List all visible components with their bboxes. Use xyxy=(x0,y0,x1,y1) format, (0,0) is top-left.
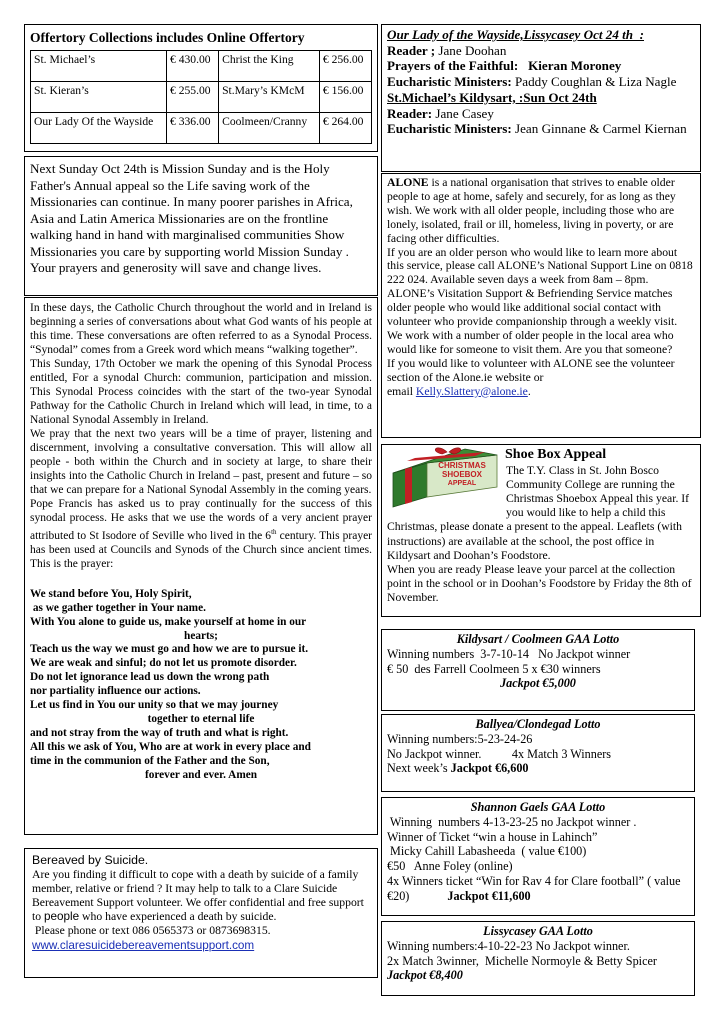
shannon-gaels-lotto-box xyxy=(381,797,695,916)
lotto-line: Winner of Ticket “win a house in Lahinch” xyxy=(387,829,598,844)
church-name: Coolmeen/Cranny xyxy=(219,113,320,144)
prayer-line: and not stray from the way of truth and what is right. xyxy=(30,726,289,739)
alone-email-link[interactable]: Kelly.Slattery@alone.ie xyxy=(415,384,528,398)
amount: € 256.00 xyxy=(319,51,371,82)
prayer-line: All this we ask of You, Who are at work in every place and xyxy=(30,740,311,753)
lotto-title: Lissycasey GAA Lotto xyxy=(483,924,593,938)
alone-box xyxy=(381,173,701,438)
prayer-line: Let us find in You our unity so that we may journey xyxy=(30,699,279,712)
prayer-line: With You alone to guide us, make yourself at home in our xyxy=(30,615,307,628)
shoebox-appeal-box xyxy=(381,444,701,617)
bereaved-phone: Please phone or text 086 0565373 or 0873698315. xyxy=(32,924,271,938)
synodal-paragraph-1: In these days, the Catholic Church throughout the world and in Ireland is beginning a series of conversations about what God wants of his people at this time. These conversations are often referred to as a Synodal Process. “Synodal” comes from a Greek word which means “walking together”. xyxy=(30,302,372,356)
prayer-line: nor partiality influence our actions. xyxy=(30,685,201,698)
shoebox-title: Shoe Box Appeal xyxy=(505,447,607,462)
wayside-prayers: Prayers of the Faithful: Kieran Moroney xyxy=(387,58,622,74)
mission-sunday-box xyxy=(24,156,378,296)
kildysart-ministers: Eucharistic Ministers: Jean Ginnane & Carmel Kiernan xyxy=(387,121,687,137)
ministry-rota-box xyxy=(381,24,701,172)
lotto-title: Kildysart / Coolmeen GAA Lotto xyxy=(456,632,620,646)
lotto-line: Winning numbers:5-23-24-26 xyxy=(387,731,533,746)
table-row xyxy=(31,113,372,144)
synodal-paragraph-2: This Sunday, 17th October we mark the opening of this Synodal Process entitled, For a synodal Church: communion, participation and mission. This Synodal Process coincides with the start of the two-year Synodal Pathway for the Catholic Church in Ireland which will lead, in time, to a National Synodal Assembly in Ireland. xyxy=(30,358,372,426)
lotto-line: No Jackpot winner. 4x Match 3 Winners xyxy=(387,746,612,761)
bereavement-website-link[interactable]: www.claresuicidebereavementsupport.com xyxy=(32,938,255,952)
wayside-header: Our Lady of the Wayside,Lissycasey Oct 24 th : xyxy=(387,27,644,42)
lissycasey-lotto-box xyxy=(381,921,695,996)
kildysart-lotto-box xyxy=(381,629,695,711)
church-name: St. Kieran’s xyxy=(31,82,167,113)
prayer-line: Teach us the way we must go and how we are to pursue it. xyxy=(30,643,309,656)
lotto-line: Winning numbers 4-13-23-25 no Jackpot winner . xyxy=(387,814,637,829)
prayer-line: as we gather together in Your name. xyxy=(30,601,206,614)
mission-text: Next Sunday Oct 24th is Mission Sunday and is the Holy Father's Annual appeal so the Life saving work of the Missionaries can continue. In many poorer parishes in Africa, Asia and Latin America Missionaries are on the frontline walking hand in hand with marginalised communities Show Missionaries you care by supporting world Mission Sunday . Your prayers and generosity will save and change lives. xyxy=(30,161,353,275)
church-name: St.Mary’s KMcM xyxy=(219,82,320,113)
synodal-paragraph-3: We pray that the next two years will be a time of prayer, listening and discernment, involving a consultative conversation. This will allow all people - both within the Church and in society at large, to share their insights into the Catholic Church in Ireland – past, present and future – so that we can prepare for a National Synodal Assembly in the coming years. xyxy=(30,428,372,496)
lotto-line: € 50 des Farrell Coolmeen 5 x €30 winners xyxy=(387,661,601,676)
prayer-line: forever and ever. Amen xyxy=(144,768,258,781)
jackpot: Jackpot €11,600 xyxy=(447,888,531,903)
offertory-table xyxy=(30,50,372,144)
wayside-reader: Reader ; Jane Doohan xyxy=(387,42,507,58)
lotto-line: Winning numbers:4-10-22-23 No Jackpot winner. xyxy=(387,938,630,953)
kildysart-header: St.Michael’s Kildysart, :Sun Oct 24th xyxy=(387,89,597,105)
alone-email-line: email Kelly.Slattery@alone.ie. xyxy=(387,384,531,398)
lotto-line: 4x Winners ticket “Win for Rav 4 for Clare football” ( value €20) Jackpot €11,600 xyxy=(387,873,681,903)
lotto-line: Winning numbers 3-7-10-14 No Jackpot winner xyxy=(387,646,631,661)
prayer-line: hearts; xyxy=(184,629,218,642)
alone-paragraph-3: ALONE’s Visitation Support & Befriending Service matches older people who would like additional social contact with volunteer who provide companionship through a weekly visit. We work with a number of older people in the local area who would like for someone to visit them. Are you that someone? xyxy=(387,287,678,356)
table-row xyxy=(31,51,372,82)
synodal-paragraph-4: Pope Francis has asked us to pray continually for the success of this synodal process. He asks that we use the words of a very ancient prayer attributed to St Isodore of Seville who lived in the 6th century. This prayer has been used at Councils and Synods of the Church since ancient times. This is the prayer: xyxy=(30,498,373,570)
jackpot: Jackpot €8,400 xyxy=(387,968,463,983)
lotto-line: Micky Cahill Labasheeda ( value €100) xyxy=(387,844,587,859)
prayer-line: time in the communion of the Father and the Son, xyxy=(30,754,270,767)
label-text: APPEAL xyxy=(447,480,477,488)
table-row xyxy=(31,82,372,113)
prayer-line: We are weak and sinful; do not let us promote disorder. xyxy=(30,657,297,670)
church-name: St. Michael’s xyxy=(31,51,167,82)
lotto-line: €50 Anne Foley (online) xyxy=(387,859,513,874)
shoebox-text: The T.Y. Class in St. John Bosco Community College are running the Christmas Shoebox Appeal this year. If you would like to help a child this Christmas, please donate a present to the appeal. Leaflets (with instructions) are available at the school, the post office in Kildysart and Doohan’s Foodstore. xyxy=(387,464,690,562)
bereaved-title: Bereaved by Suicide. xyxy=(32,853,149,867)
jackpot: Jackpot €6,600 xyxy=(450,761,529,776)
lotto-line: Next week’s Jackpot €6,600 xyxy=(387,761,529,776)
offertory-title: Offertory Collections includes Online Offertory xyxy=(30,30,305,45)
amount: € 264.00 xyxy=(319,113,371,144)
ballyea-lotto-box xyxy=(381,714,695,792)
prayer-line: Do not let ignorance lead us down the wrong path xyxy=(30,671,270,684)
label-text: SHOEBOX xyxy=(441,470,483,480)
offertory-box xyxy=(24,24,378,152)
amount: € 156.00 xyxy=(319,82,371,113)
alone-paragraph-2: If you are an older person who would like to learn more about this service, please call ALONE’s National Support Line on 0818 222 024. Available seven days a week from 8am – 8pm. xyxy=(387,245,693,287)
church-name: Christ the King xyxy=(219,51,320,82)
synodal-process-box xyxy=(24,297,378,835)
amount: € 430.00 xyxy=(167,51,219,82)
kildysart-reader: Reader: Jane Casey xyxy=(387,105,494,121)
christmas-gift-box-icon xyxy=(387,447,502,511)
prayer-line: together to eternal life xyxy=(147,712,255,725)
amount: € 336.00 xyxy=(167,113,219,144)
alone-paragraph-1: ALONE is a national organisation that strives to enable older people to age at home, safely and securely, for as long as they wish. We work with all older people, including those who are lonely, isolated, frail or ill, homeless, living in poverty, or are facing other difficulties. xyxy=(387,176,676,245)
jackpot: Jackpot €5,000 xyxy=(500,676,576,691)
church-name: Our Lady Of the Wayside xyxy=(31,113,167,144)
shoebox-text-2: When you are ready Please leave your parcel at the collection point in the school or in Doohan’s Foodstore by Friday the 8th of November. xyxy=(387,562,692,604)
wayside-ministers: Eucharistic Ministers: Paddy Coughlan & Liza Nagle xyxy=(387,74,677,90)
prayer-line: We stand before You, Holy Spirit, xyxy=(30,587,192,600)
label-text: CHRISTMAS xyxy=(438,461,486,471)
lotto-title: Shannon Gaels GAA Lotto xyxy=(470,800,606,814)
lotto-title: Ballyea/Clondegad Lotto xyxy=(475,717,601,731)
bereaved-text: Are you finding it difficult to cope with a death by suicide of a family member, relative or friend ? It may help to talk to a Clare Suicide Bereavement Support volunteer. We offer confidential and free support to people who have experienced a death by suicide. xyxy=(32,868,364,924)
amount: € 255.00 xyxy=(167,82,219,113)
bereaved-by-suicide-box xyxy=(24,848,378,978)
alone-paragraph-4: If you would like to volunteer with ALONE see the volunteer section of the Alone.ie website or xyxy=(387,356,675,384)
prayer xyxy=(30,588,372,783)
lotto-line: 2x Match 3winner, Michelle Normoyle & Betty Spicer Jackpot €8,400 xyxy=(387,953,670,983)
